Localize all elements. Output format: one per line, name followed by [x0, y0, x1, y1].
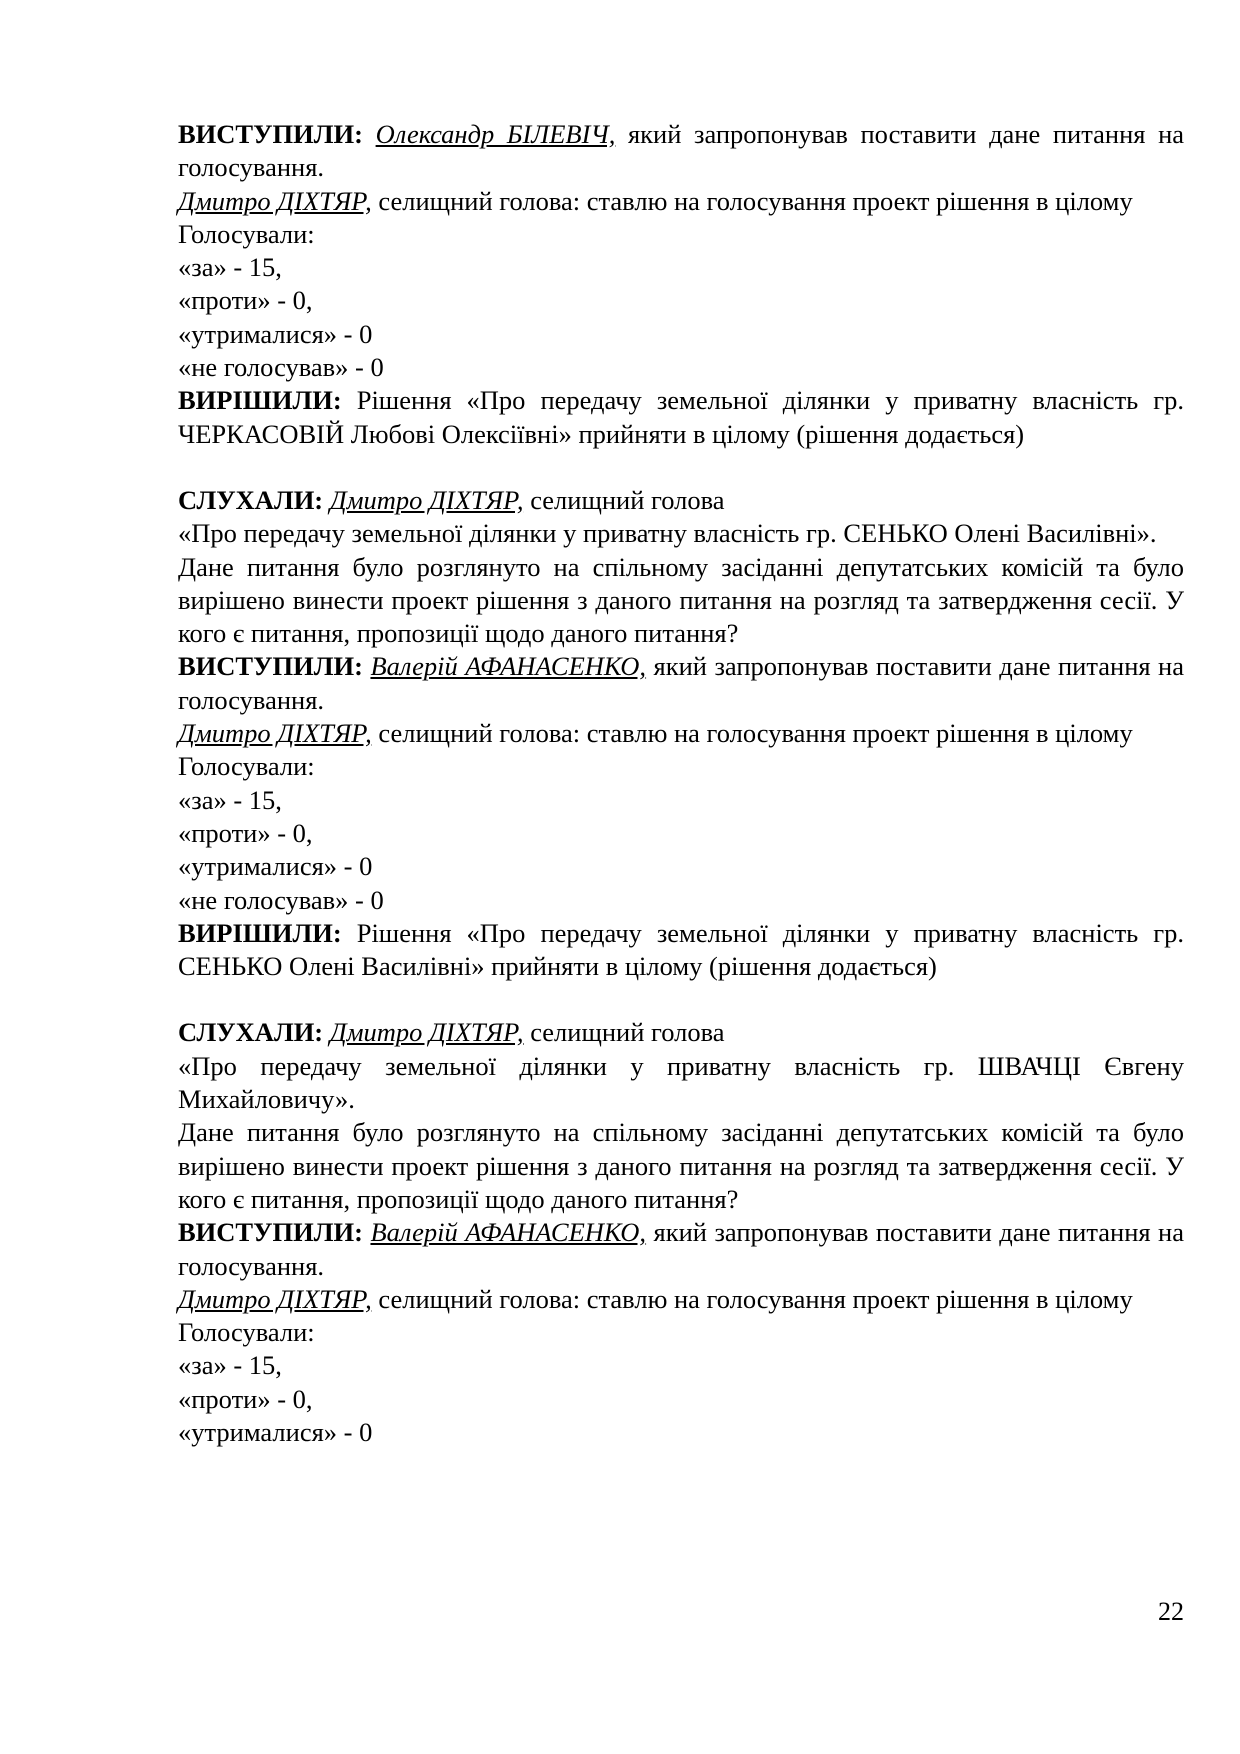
spoke-label: ВИСТУПИЛИ: — [178, 119, 363, 149]
decided-paragraph — [178, 917, 1184, 984]
heard-label: СЛУХАЛИ: — [178, 1017, 324, 1048]
description-paragraph: Дане питання було розглянуто на спільному засіданні депутатських комісій та було вирішено винести проект рішення з даного питання на розгляд та затвердження сесії. У кого є питання, пропозиції щодо даного питання? — [178, 551, 1184, 649]
chair-text: селищний голова: ставлю на голосування проект рішення в цілому — [378, 185, 1133, 216]
heard-name: Дмитро ДІХТЯР, — [329, 1017, 524, 1048]
document-page — [178, 118, 1184, 1449]
vote-against: «проти» - 0, — [178, 1383, 313, 1414]
topic-paragraph: «Про передачу земельної ділянки у приватну власність гр. ШВАЧЦІ Євгену Михайловичу». — [178, 1050, 1184, 1115]
heard-name: Дмитро ДІХТЯР, — [329, 484, 524, 515]
vote-abstained: «утрималися» - 0 — [178, 318, 373, 349]
vote-for: «за» - 15, — [178, 1350, 282, 1381]
heard-paragraph — [178, 1016, 1184, 1049]
decided-paragraph — [178, 384, 1184, 451]
heard-role: селищний голова — [530, 484, 725, 515]
voted-label: Голосували: — [178, 218, 315, 249]
heard-label: СЛУХАЛИ: — [178, 484, 324, 515]
chair-name: Дмитро ДІХТЯР, — [178, 1283, 372, 1314]
spoke-text: який запропонував поставити дане питання на голосування. — [178, 119, 1185, 183]
heard-paragraph — [178, 484, 1184, 517]
voted-label: Голосували: — [178, 1317, 315, 1348]
page-number: 22 — [1158, 1597, 1184, 1626]
chair-text: селищний голова: ставлю на голосування проект рішення в цілому — [378, 1283, 1133, 1314]
chair-name: Дмитро ДІХТЯР, — [178, 185, 372, 216]
voted-label: Голосували: — [178, 751, 315, 782]
vote-not-voted: «не голосував» - 0 — [178, 352, 384, 383]
spoke-label: ВИСТУПИЛИ: — [178, 1217, 363, 1248]
decided-text: Рішення «Про передачу земельної ділянки у приватну власність гр. СЕНЬКО Олені Василівні» прийняти в цілому (рішення додається) — [178, 917, 1184, 982]
vote-not-voted: «не голосував» - 0 — [178, 884, 384, 915]
speaker-name: Олександр БІЛЕВІЧ, — [375, 119, 616, 149]
description-paragraph: Дане питання було розглянуто на спільному засіданні депутатських комісій та було вирішено винести проект рішення з даного питання на розгляд та затвердження сесії. У кого є питання, пропозиції щодо даного питання? — [178, 1117, 1184, 1214]
spoke-paragraph — [178, 1216, 1184, 1283]
chair-paragraph — [178, 1283, 1184, 1316]
speaker-name: Валерій АФАНАСЕНКО, — [370, 651, 647, 682]
spoke-paragraph — [178, 118, 1184, 185]
topic-paragraph: «Про передачу земельної ділянки у приватну власність гр. СЕНЬКО Олені Василівні». — [178, 518, 1157, 549]
decided-text: Рішення «Про передачу земельної ділянки у приватну власність гр. ЧЕРКАСОВІЙ Любові Олексіївні» прийняти в цілому (рішення додається) — [178, 385, 1184, 449]
spoke-text: який запропонував поставити дане питання на голосування. — [178, 651, 1184, 715]
chair-paragraph — [178, 185, 1184, 218]
spoke-label: ВИСТУПИЛИ: — [178, 651, 363, 682]
chair-name: Дмитро ДІХТЯР, — [178, 718, 372, 749]
decided-label: ВИРІШИЛИ: — [178, 385, 342, 416]
vote-for: «за» - 15, — [178, 784, 282, 815]
chair-text: селищний голова: ставлю на голосування проект рішення в цілому — [378, 718, 1133, 749]
vote-abstained: «утрималися» - 0 — [178, 1416, 373, 1447]
chair-paragraph — [178, 717, 1184, 750]
vote-against: «проти» - 0, — [178, 285, 313, 316]
spoke-paragraph — [178, 650, 1184, 717]
speaker-name: Валерій АФАНАСЕНКО, — [370, 1217, 647, 1248]
decided-label: ВИРІШИЛИ: — [178, 917, 342, 948]
heard-role: селищний голова — [530, 1017, 725, 1048]
vote-abstained: «утрималися» - 0 — [178, 851, 373, 882]
vote-for: «за» - 15, — [178, 252, 282, 283]
vote-against: «проти» - 0, — [178, 817, 313, 848]
spoke-text: який запропонував поставити дане питання на голосування. — [178, 1217, 1184, 1281]
